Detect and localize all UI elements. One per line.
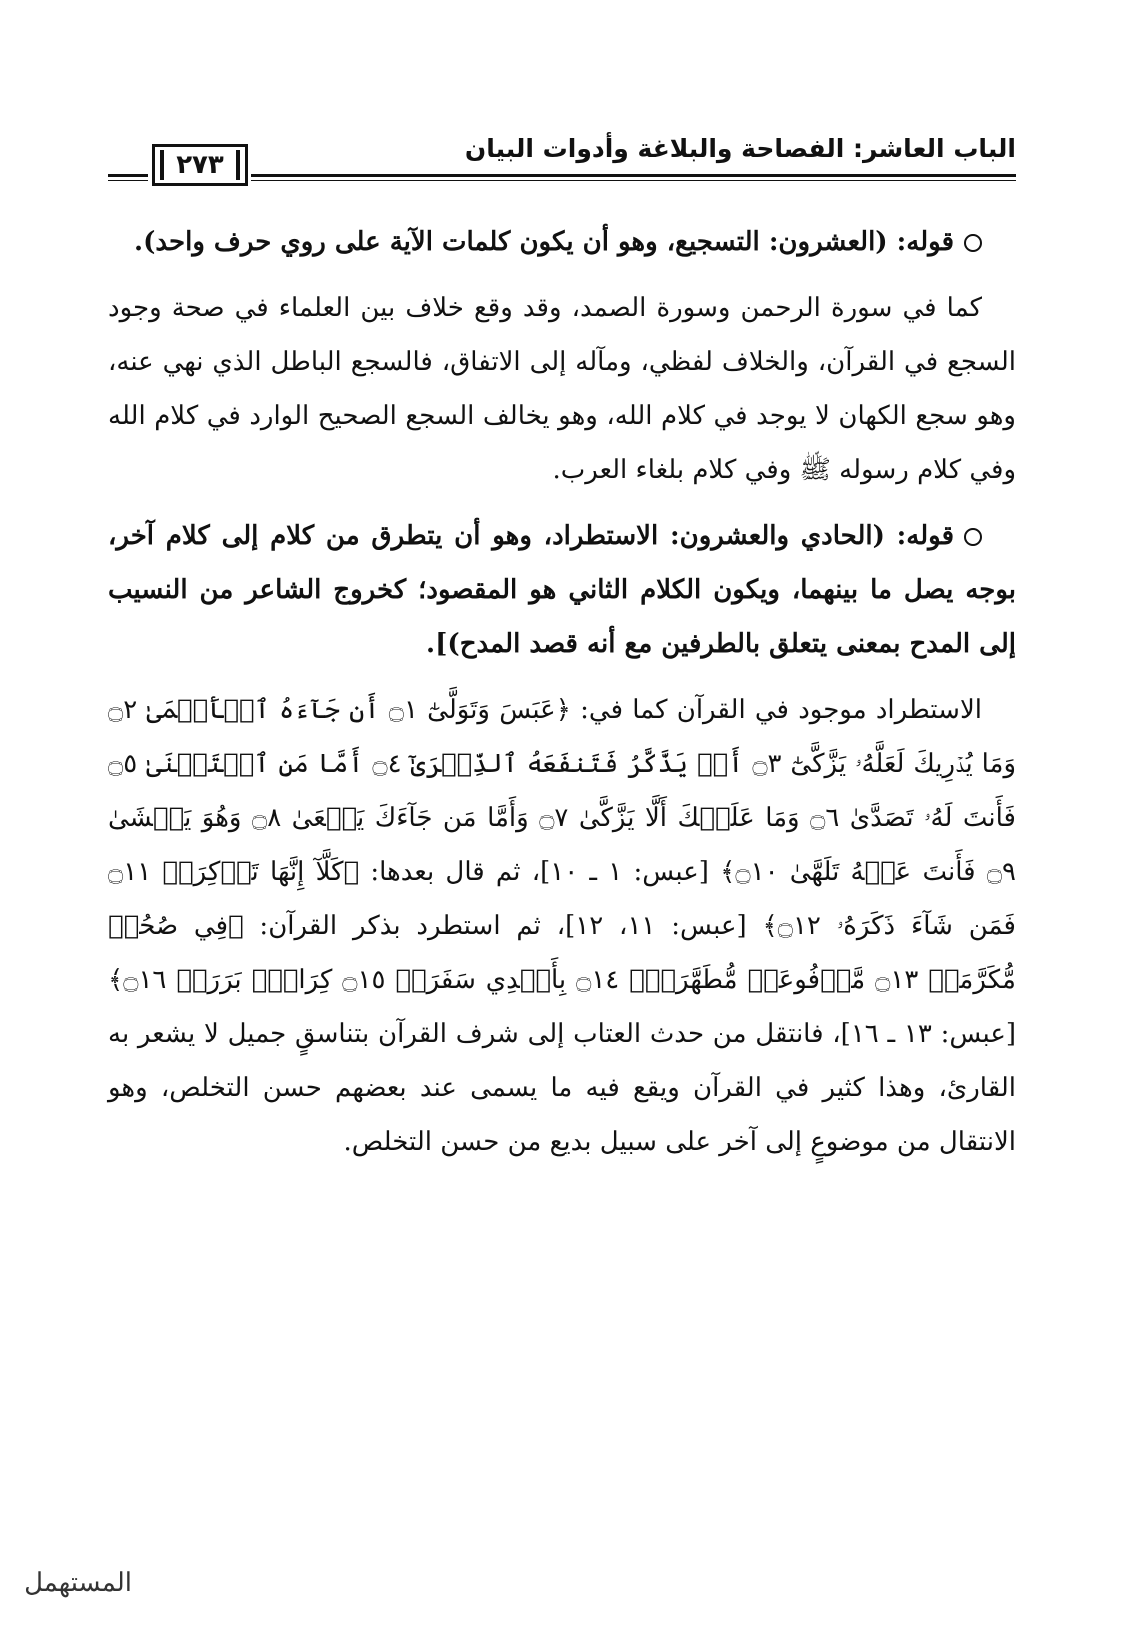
paragraph-quote-1: [108, 215, 1016, 269]
paragraph-text: (الحادي والعشرون: الاستطراد، وهو أن يتطرق من كلام إلى كلام آخر، بوجه يصل ما بينهما، ويكون الكلام الثاني هو المقصود؛ كخروج الشاعر من النسيب إلى المدح بمعنى يتعلق بالطرفين مع أنه قصد المدح)].: [108, 521, 1016, 659]
page-body: [108, 215, 1016, 1181]
header-rule-thick: [251, 174, 1016, 177]
chapter-title: الباب العاشر: الفصاحة والبلاغة وأدوات البيان: [464, 134, 1016, 163]
page-number: ٢٧٣: [152, 144, 248, 186]
paragraph-commentary-2: [108, 683, 1016, 1169]
paragraph-text: كما في سورة الرحمن وسورة الصمد، وقد وقع خلاف بين العلماء في صحة وجود السجع في القرآن، والخلاف لفظي، ومآله إلى الاتفاق، فالسجع الباطل الذي نهي عنه، وهو سجع الكهان لا يوجد في كلام الله، وهو يخالف السجع الصحيح الوارد في كلام الله وفي كلام رسوله ﷺ وفي كلام بلغاء العرب.: [108, 293, 1016, 485]
header-rule-thin: [251, 180, 1016, 181]
paragraph-lead: قوله:: [896, 521, 954, 551]
paragraph-quote-2: [108, 509, 1016, 671]
circle-bullet-icon: [964, 528, 982, 546]
circle-bullet-icon: [964, 234, 982, 252]
paragraph-lead: قوله:: [896, 227, 954, 257]
page-header: [108, 128, 1016, 192]
paragraph-text: (العشرون: التسجيع، وهو أن يكون كلمات الآية على روي حرف واحد).: [134, 227, 897, 257]
header-rule-left-thick: [108, 174, 148, 177]
paragraph-commentary-1: [108, 281, 1016, 497]
header-rule-left-thin: [108, 180, 148, 181]
watermark-logo: المستهمل: [24, 1568, 132, 1598]
paragraph-text: الاستطراد موجود في القرآن كما في: ﴿عَبَسَ وَتَوَلَّىٰٓ ۝١ أَن جَآءَهُ ٱلۡأَعۡمَىٰ ۝٢ وَمَا يُدۡرِيكَ لَعَلَّهُۥ يَزَّكَّىٰٓ ۝٣ أَوۡ يَذَّكَّرُ فَتَنفَعَهُ ٱلذِّكۡرَىٰٓ ۝٤ أَمَّا مَنِ ٱسۡتَغۡنَىٰ ۝٥ فَأَنتَ لَهُۥ تَصَدَّىٰ ۝٦ وَمَا عَلَيۡكَ أَلَّا يَزَّكَّىٰ ۝٧ وَأَمَّا مَن جَآءَكَ يَسۡعَىٰ ۝٨ وَهُوَ يَخۡشَىٰ ۝٩ فَأَنتَ عَنۡهُ تَلَهَّىٰ ۝١٠﴾ [عبس: ١ ـ ١٠]، ثم قال بعدها: ﴿كَلَّآ إِنَّهَا تَذۡكِرَةٞ ۝١١ فَمَن شَآءَ ذَكَرَهُۥ ۝١٢﴾ [عبس: ١١، ١٢]، ثم استطرد بذكر القرآن: ﴿فِي صُحُفٖ مُّكَرَّمَةٖ ۝١٣ مَّرۡفُوعَةٖ مُّطَهَّرَةِۭ ۝١٤ بِأَيۡدِي سَفَرَةٖ ۝١٥ كِرَامِۭ بَرَرَةٖ ۝١٦﴾ [عبس: ١٣ ـ ١٦]، فانتقل من حدث العتاب إلى شرف القرآن بتناسقٍ جميل لا يشعر به القارئ، وهذا كثير في القرآن ويقع فيه ما يسمى عند بعضهم حسن التخلص، وهو الانتقال من موضوعٍ إلى آخر على سبيل بديع من حسن التخلص.: [108, 695, 1017, 1157]
